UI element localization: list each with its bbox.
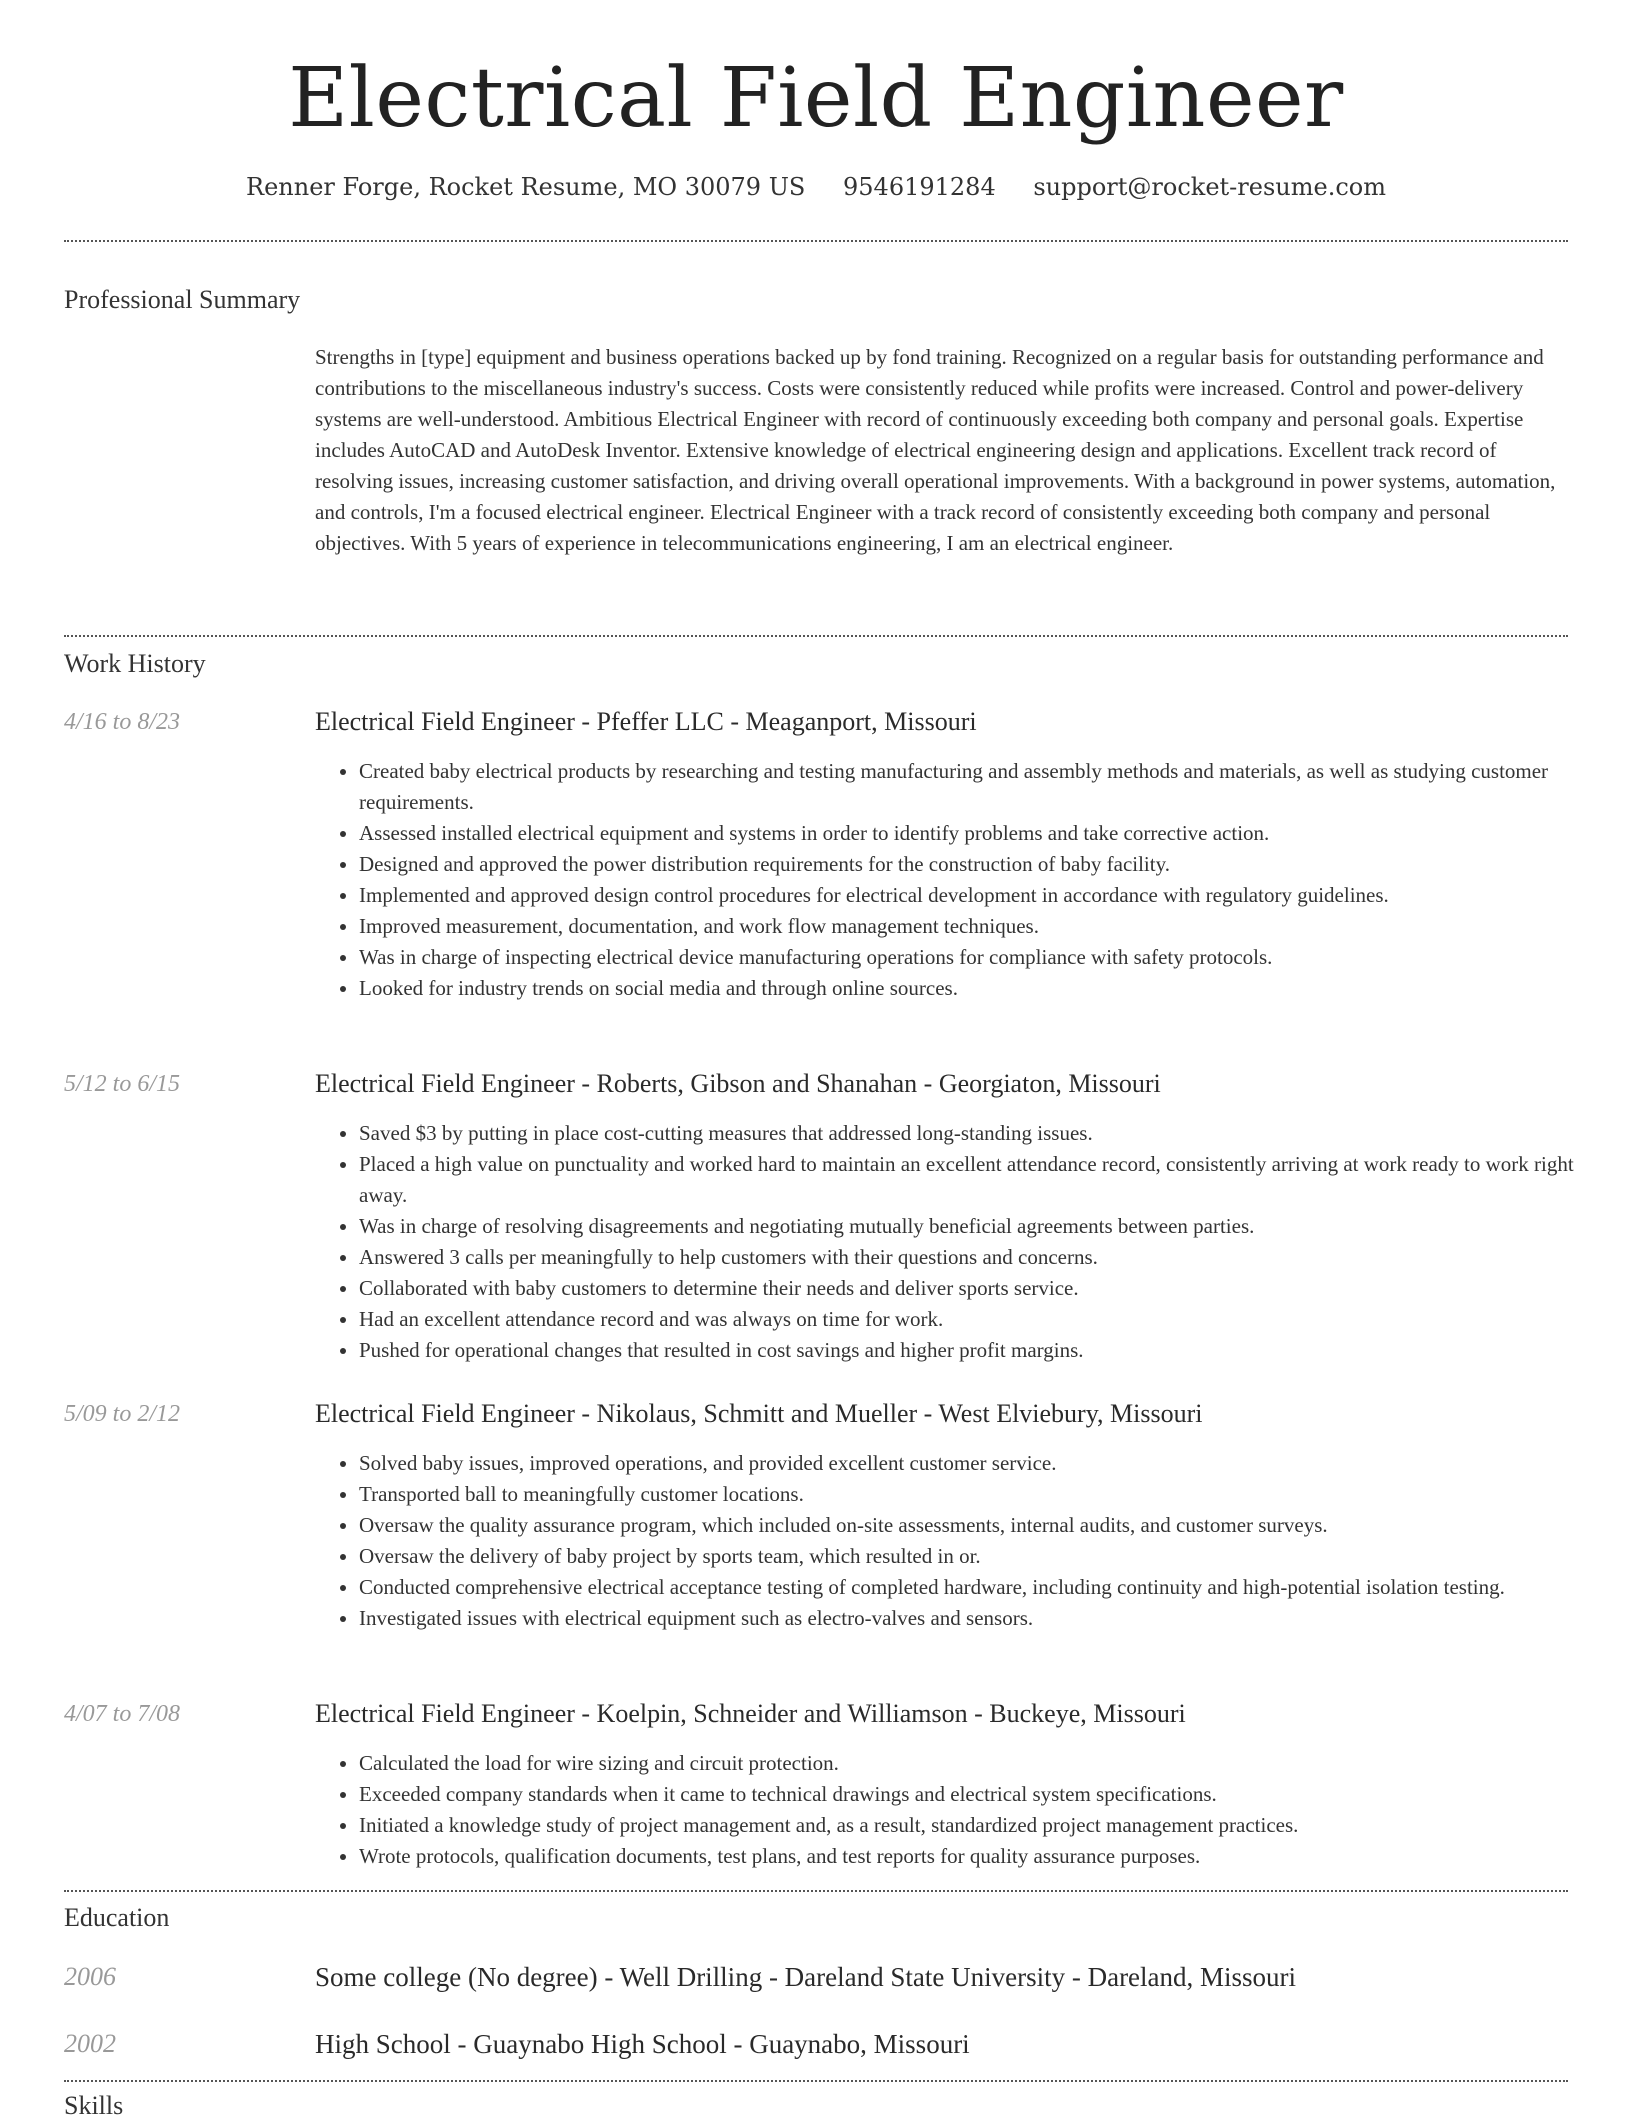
contact-line bbox=[0, 172, 1632, 202]
bullet-item: • Calculated the load for wire sizing and circuit protection. bbox=[359, 1748, 1614, 1779]
bullet-item: • Created baby electrical products by researching and testing manufacturing and assembly methods and materials, as well as studying customer requirements. bbox=[359, 756, 1614, 818]
resume-header bbox=[0, 0, 1632, 202]
candidate-name: Electrical Field Engineer bbox=[288, 51, 1344, 146]
education-year: 2002 bbox=[64, 2029, 116, 2058]
section-divider bbox=[64, 635, 1568, 637]
job-bullets bbox=[315, 1748, 1614, 1872]
job-bullets bbox=[315, 1448, 1614, 1634]
education-year: 2006 bbox=[64, 1962, 116, 1991]
section-divider bbox=[64, 2080, 1568, 2082]
job-bullets bbox=[315, 1118, 1614, 1366]
contact-phone: 9546191284 bbox=[843, 173, 996, 201]
job-heading: Electrical Field Engineer - Koelpin, Schneider and Williamson - Buckeye, Missouri bbox=[315, 1699, 1186, 1728]
education-heading-line: High School - Guaynabo High School - Guaynabo, Missouri bbox=[315, 2029, 970, 2059]
bullet-item: • Improved measurement, documentation, and work flow management techniques. bbox=[359, 911, 1614, 942]
skills-heading: Skills bbox=[64, 2091, 124, 2120]
job-dates: 5/12 to 6/15 bbox=[64, 1071, 181, 1097]
bullet-item: • Saved $3 by putting in place cost-cutting measures that addressed long-standing issues. bbox=[359, 1118, 1614, 1149]
bullet-item: • Had an excellent attendance record and was always on time for work. bbox=[359, 1304, 1614, 1335]
job-dates: 5/09 to 2/12 bbox=[64, 1401, 181, 1427]
job-dates: 4/07 to 7/08 bbox=[64, 1701, 181, 1727]
bullet-item: • Was in charge of inspecting electrical device manufacturing operations for compliance with safety protocols. bbox=[359, 942, 1614, 973]
bullet-item: • Investigated issues with electrical equipment such as electro-valves and sensors. bbox=[359, 1603, 1614, 1634]
education-heading: Education bbox=[64, 1903, 170, 1932]
bullet-item: • Wrote protocols, qualification documents, test plans, and test reports for quality assurance purposes. bbox=[359, 1841, 1614, 1872]
bullet-item: • Answered 3 calls per meaningfully to help customers with their questions and concerns. bbox=[359, 1242, 1614, 1273]
contact-address: Renner Forge, Rocket Resume, MO 30079 US bbox=[246, 173, 806, 201]
bullet-item: • Was in charge of resolving disagreements and negotiating mutually beneficial agreements between parties. bbox=[359, 1211, 1614, 1242]
bullet-item: • Designed and approved the power distribution requirements for the construction of baby facility. bbox=[359, 849, 1614, 880]
summary-heading: Professional Summary bbox=[64, 285, 301, 314]
summary-text: Strengths in [type] equipment and business operations backed up by fond training. Recognized on a regular basis for outstanding performance and contributions to the miscellaneous industry's success. Costs were consistently reduced while profits were increased. Control and power-delivery systems are well-understood. Ambitious Electrical Engineer with record of continuously exceeding both company and personal goals. Expertise includes AutoCAD and AutoDesk Inventor. Extensive knowledge of electrical engineering design and applications. Excellent track record of resolving issues, increasing customer satisfaction, and driving overall operational improvements. With a background in power systems, automation, and controls, I'm a focused electrical engineer. Electrical Engineer with a track record of consistently exceeding both company and personal objectives. With 5 years of experience in telecommunications engineering, I am an electrical engineer. bbox=[315, 345, 1556, 555]
bullet-item: • Collaborated with baby customers to determine their needs and deliver sports service. bbox=[359, 1273, 1614, 1304]
bullet-item: • Assessed installed electrical equipment and systems in order to identify problems and take corrective action. bbox=[359, 818, 1614, 849]
job-bullets bbox=[315, 756, 1614, 1004]
job-heading: Electrical Field Engineer - Nikolaus, Schmitt and Mueller - West Elviebury, Missouri bbox=[315, 1399, 1203, 1428]
bullet-item: • Exceeded company standards when it came to technical drawings and electrical system specifications. bbox=[359, 1779, 1614, 1810]
work-history-heading: Work History bbox=[64, 649, 206, 678]
bullet-item: • Placed a high value on punctuality and worked hard to maintain an excellent attendance record, consistently arriving at work ready to work right away. bbox=[359, 1149, 1614, 1211]
job-heading: Electrical Field Engineer - Roberts, Gibson and Shanahan - Georgiaton, Missouri bbox=[315, 1069, 1161, 1098]
section-divider bbox=[64, 1890, 1568, 1892]
bullet-item: • Oversaw the delivery of baby project by sports team, which resulted in or. bbox=[359, 1541, 1614, 1572]
bullet-item: • Looked for industry trends on social media and through online sources. bbox=[359, 973, 1614, 1004]
bullet-item: • Conducted comprehensive electrical acceptance testing of completed hardware, including continuity and high-potential isolation testing. bbox=[359, 1572, 1614, 1603]
education-heading-line: Some college (No degree) - Well Drilling - Dareland State University - Dareland, Missouri bbox=[315, 1962, 1297, 1992]
section-divider bbox=[64, 240, 1568, 242]
bullet-item: • Oversaw the quality assurance program, which included on-site assessments, internal audits, and customer surveys. bbox=[359, 1510, 1614, 1541]
job-dates: 4/16 to 8/23 bbox=[64, 709, 181, 735]
bullet-item: • Pushed for operational changes that resulted in cost savings and higher profit margins. bbox=[359, 1335, 1614, 1366]
job-heading: Electrical Field Engineer - Pfeffer LLC - Meaganport, Missouri bbox=[315, 707, 977, 736]
bullet-item: • Initiated a knowledge study of project management and, as a result, standardized project management practices. bbox=[359, 1810, 1614, 1841]
bullet-item: • Implemented and approved design control procedures for electrical development in accordance with regulatory guidelines. bbox=[359, 880, 1614, 911]
contact-email: support@rocket-resume.com bbox=[1033, 173, 1386, 201]
bullet-item: • Solved baby issues, improved operations, and provided excellent customer service. bbox=[359, 1448, 1614, 1479]
bullet-item: • Transported ball to meaningfully customer locations. bbox=[359, 1479, 1614, 1510]
